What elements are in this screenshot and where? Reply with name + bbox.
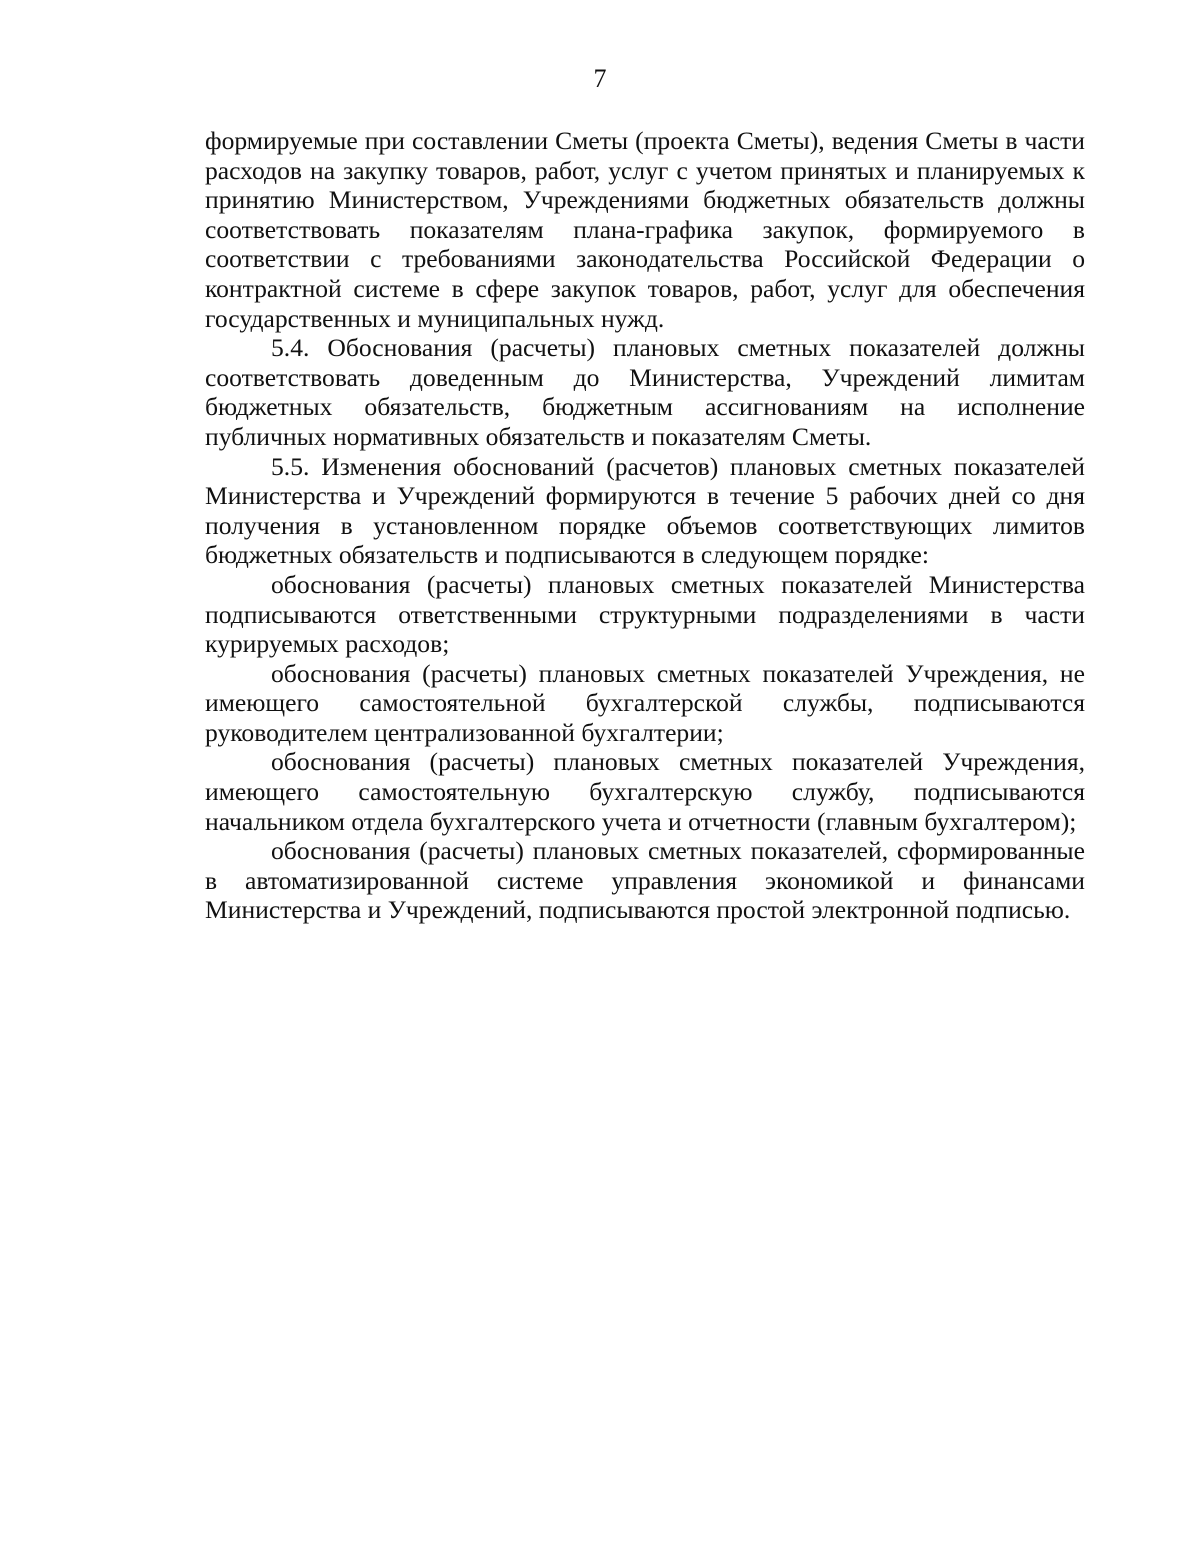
paragraph-ministry-signing: обоснования (расчеты) плановых сметных показателей Министерства подписываются ответственными структурными подразделениями в части курируемых расходов; — [205, 569, 1085, 659]
paragraph-5-4: 5.4. Обоснования (расчеты) плановых сметных показателей должны соответствовать доведенным до Министерства, Учреждений лимитам бюджетных обязательств, бюджетным ассигнованиям на исполнение публичных нормативных обязательств и показателям Сметы. — [205, 333, 1085, 451]
paragraph-5-5: 5.5. Изменения обоснований (расчетов) плановых сметных показателей Министерства и Учреждений формируются в течение 5 рабочих дней со дня получения в установленном порядке объемов соответствующих лимитов бюджетных обязательств и подписываются в следующем порядке: — [205, 451, 1085, 570]
page-number: 7 — [593, 64, 607, 93]
paragraph-own-accounting-signing: обоснования (расчеты) плановых сметных показателей Учреждения, имеющего самостоятельную бухгалтерскую службу, подписываются начальником отдела бухгалтерского учета и отчетности (главным бухгалтером); — [205, 747, 1085, 836]
paragraph-continuation: формируемые при составлении Сметы (проекта Сметы), ведения Сметы в части расходов на закупку товаров, работ, услуг с учетом принятых и планируемых к принятию Министерством, Учреждениями бюджетных обязательств должны соответствовать показателям плана-графика закупок, формируемого в соответствии с требованиями законодательства Российской Федерации о контрактной системе в сфере закупок товаров, работ, услуг для обеспечения государственных и муниципальных нужд. — [205, 126, 1085, 333]
document-body — [205, 126, 1085, 925]
paragraph-electronic-signature: обоснования (расчеты) плановых сметных показателей, сформированные в автоматизированной системе управления экономикой и финансами Министерства и Учреждений, подписываются простой электронной подписью. — [205, 836, 1085, 925]
paragraph-centralized-accounting-signing: обоснования (расчеты) плановых сметных показателей Учреждения, не имеющего самостоятельной бухгалтерской службы, подписываются руководителем централизованной бухгалтерии; — [205, 658, 1085, 747]
